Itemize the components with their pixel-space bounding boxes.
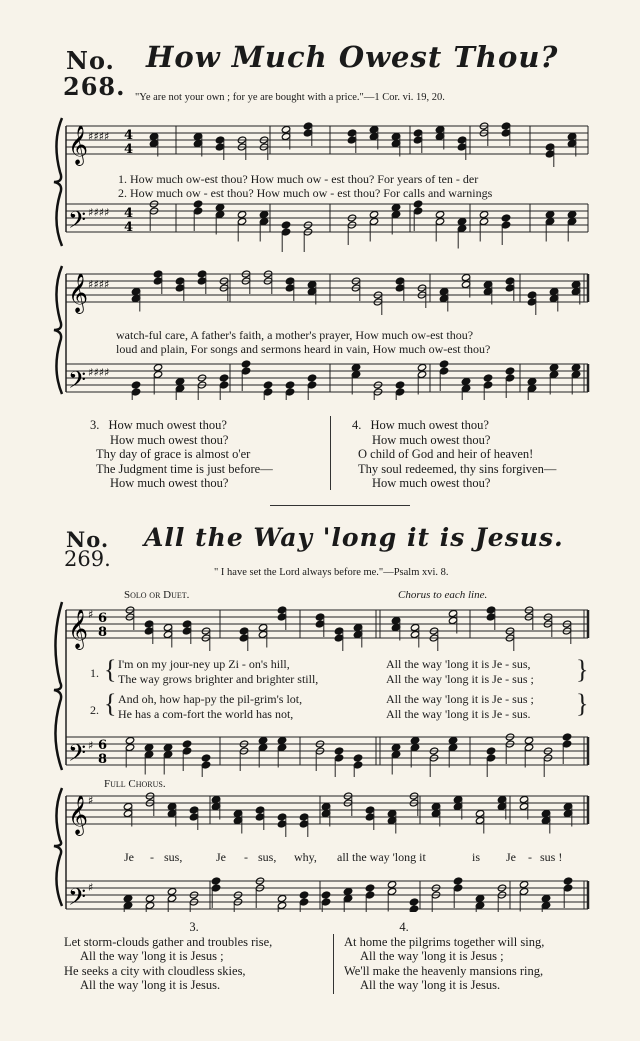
- brace-right: }: [576, 689, 589, 718]
- note-head: [391, 204, 400, 212]
- note-head: [448, 737, 457, 745]
- note-head: [387, 881, 396, 889]
- verse-line: All the way 'long it is Jesus ;: [360, 949, 504, 963]
- svg-text:𝄞: 𝄞: [68, 795, 89, 835]
- verse-line: How much owest thou?: [372, 476, 491, 490]
- note-head: [334, 747, 343, 755]
- solo-lyric: And oh, how hap-py the pil-grim's lot,: [118, 692, 303, 706]
- note-head: [395, 381, 404, 389]
- note-head: [365, 884, 374, 892]
- note-head: [571, 364, 580, 372]
- svg-text:𝄢: 𝄢: [68, 206, 87, 239]
- verse-line: At home the pilgrims together will sing,: [344, 934, 545, 949]
- hymn-number-label: No.: [66, 46, 115, 75]
- svg-text:♯: ♯: [88, 881, 94, 894]
- svg-text:♯♯♯♯: ♯♯♯♯: [88, 130, 110, 143]
- lyrics-verse1: watch-ful care, A father's faith, a mother's prayer, How much ow-est thou?: [116, 328, 474, 342]
- chorus-lyric: All the way 'long it is Je - sus ;: [386, 692, 534, 706]
- svg-text:8: 8: [98, 752, 108, 767]
- note-head: [410, 737, 419, 745]
- note-head: [175, 378, 184, 386]
- note-head: [413, 200, 422, 208]
- svg-text:4: 4: [124, 206, 134, 221]
- svg-text:♯♯♯♯: ♯♯♯♯: [88, 278, 110, 291]
- note-head: [409, 898, 418, 906]
- chorus-syllable: Je: [124, 850, 134, 864]
- svg-text:♯♯♯♯: ♯♯♯♯: [88, 366, 110, 379]
- epigraph: " I have set the Lord always before me."—Psalm xvi. 8.: [214, 567, 449, 578]
- chorus-syllable: sus,: [258, 850, 277, 864]
- note-head: [483, 374, 492, 382]
- verse-line: How much owest thou?: [108, 418, 227, 432]
- lyrics-verse2: loud and plain, For songs and sermons heard in vain, How much ow-est thou?: [116, 342, 491, 356]
- lyrics-verse2: 2. How much ow - est thou? How much ow - est thou? For calls and warnings: [118, 186, 493, 200]
- verse-3: [64, 920, 334, 993]
- note-head: [461, 378, 470, 386]
- verse-4: [344, 920, 614, 993]
- note-head: [201, 754, 210, 762]
- note-head: [211, 877, 220, 885]
- music-system: [50, 782, 595, 912]
- verse-number: 4.: [399, 920, 409, 934]
- chorus-syllable: -: [528, 850, 532, 864]
- note-head: [123, 895, 132, 903]
- svg-text:♯: ♯: [88, 739, 94, 752]
- verse-line: All the way 'long it is Jesus.: [80, 978, 221, 992]
- note-head: [479, 211, 488, 219]
- chorus-lyric: All the way 'long it is Je - sus,: [386, 657, 531, 671]
- svg-text:𝄞: 𝄞: [68, 125, 89, 165]
- note-head: [299, 891, 308, 899]
- note-head: [549, 364, 558, 372]
- lyrics-verse1: 1. How much ow-est thou? How much ow - est thou? For years of ten - der: [118, 172, 479, 186]
- chorus-syllable: is: [472, 850, 481, 864]
- brace-left: {: [104, 689, 117, 718]
- note-head: [277, 895, 286, 903]
- verse-line: Thy soul redeemed, thy sins forgiven—: [358, 461, 557, 476]
- note-head: [501, 214, 510, 222]
- note-head: [258, 737, 267, 745]
- verse-divider: [330, 416, 331, 490]
- hymn-title: How Much Owest Thou?: [146, 40, 559, 74]
- note-head: [277, 737, 286, 745]
- svg-text:𝄢: 𝄢: [68, 366, 87, 399]
- svg-text:𝄞: 𝄞: [68, 609, 89, 649]
- verse-number: 2.: [90, 703, 99, 717]
- note-head: [505, 367, 514, 375]
- verse-line: How much owest thou?: [110, 476, 229, 490]
- note-head: [182, 740, 191, 748]
- svg-text:𝄢: 𝄢: [68, 739, 87, 772]
- chorus-lyric: All the way 'long it is Je - sus ;: [386, 672, 534, 686]
- note-head: [281, 221, 290, 229]
- chorus-syllable: Je: [216, 850, 226, 864]
- svg-text:𝄞: 𝄞: [68, 273, 89, 313]
- note-head: [457, 218, 466, 226]
- verse-line: O child of God and heir of heaven!: [358, 447, 534, 461]
- note-head: [145, 895, 154, 903]
- note-head: [435, 211, 444, 219]
- verse-line: Thy day of grace is almost o'er: [96, 447, 251, 461]
- chorus-lyric: All the way 'long it is Je - sus.: [386, 707, 531, 721]
- verse-number: 1.: [90, 666, 99, 680]
- svg-text:4: 4: [124, 142, 134, 157]
- note-head: [285, 381, 294, 389]
- note-head: [391, 744, 400, 752]
- svg-text:4: 4: [124, 128, 134, 143]
- note-head: [167, 888, 176, 896]
- note-head: [541, 895, 550, 903]
- note-head: [351, 364, 360, 372]
- hymn-number-label: No.: [66, 527, 110, 552]
- note-head: [439, 360, 448, 368]
- svg-text:♯♯♯♯: ♯♯♯♯: [88, 206, 110, 219]
- full-chorus-label: Full Chorus.: [104, 778, 166, 790]
- note-head: [369, 211, 378, 219]
- verse-line: How much owest thou?: [370, 418, 489, 432]
- note-head: [263, 381, 272, 389]
- note-head: [219, 374, 228, 382]
- solo-lyric: I'm on my jour-ney up Zi - on's hill,: [118, 657, 290, 671]
- svg-text:♯: ♯: [88, 794, 94, 807]
- note-head: [417, 364, 426, 372]
- chorus-syllable: -: [150, 850, 154, 864]
- note-head: [215, 204, 224, 212]
- verse-line: How much owest thou?: [372, 432, 491, 447]
- chorus-label: Chorus to each line.: [398, 589, 488, 601]
- note-head: [563, 877, 572, 885]
- verse-line: All the way 'long it is Jesus ;: [80, 949, 224, 963]
- verse-line: He seeks a city with cloudless skies,: [64, 963, 246, 978]
- chorus-syllable: why,: [294, 850, 317, 864]
- note-head: [321, 891, 330, 899]
- note-head: [343, 888, 352, 896]
- verse-line: All the way 'long it is Jesus.: [360, 978, 501, 992]
- note-head: [486, 747, 495, 755]
- verse-line: We'll make the heavenly mansions ring,: [344, 963, 544, 978]
- note-head: [163, 744, 172, 752]
- note-head: [562, 733, 571, 741]
- note-head: [527, 378, 536, 386]
- verse-line: How much owest thou?: [110, 432, 229, 447]
- svg-text:6: 6: [98, 738, 108, 753]
- section-divider: [270, 505, 410, 506]
- verse-3: [90, 418, 320, 491]
- verse-number: 3.: [189, 920, 199, 934]
- note-head: [524, 737, 533, 745]
- verse-divider: [333, 934, 334, 994]
- verse-number: 3.: [90, 418, 100, 432]
- solo-lyric: He has a com-fort the world has not,: [118, 707, 294, 721]
- note-head: [353, 754, 362, 762]
- svg-text:𝄢: 𝄢: [68, 883, 87, 912]
- note-head: [125, 737, 134, 745]
- solo-lyric: The way grows brighter and brighter still,: [118, 672, 319, 686]
- brace-right: }: [576, 655, 589, 684]
- note-head: [475, 895, 484, 903]
- solo-label: Solo or Duet.: [124, 589, 190, 601]
- note-head: [519, 881, 528, 889]
- brace-left: {: [104, 655, 117, 684]
- note-head: [193, 200, 202, 208]
- svg-text:8: 8: [98, 625, 108, 640]
- chorus-syllable: Je: [506, 850, 516, 864]
- verse-4: [352, 418, 612, 491]
- svg-text:6: 6: [98, 611, 108, 626]
- note-head: [259, 211, 268, 219]
- chorus-syllable: -: [244, 850, 248, 864]
- epigraph: "Ye are not your own ; for ye are bought with a price."—1 Cor. vi. 19, 20.: [135, 92, 445, 103]
- chorus-syllable: sus,: [164, 850, 183, 864]
- note-head: [307, 374, 316, 382]
- verse-number: 4.: [352, 418, 362, 432]
- note-head: [237, 211, 246, 219]
- note-head: [131, 381, 140, 389]
- chorus-syllable: sus !: [540, 850, 563, 864]
- chorus-syllable: all the way 'long it: [337, 850, 426, 864]
- svg-text:♯: ♯: [88, 608, 94, 621]
- note-head: [241, 360, 250, 368]
- svg-text:4: 4: [124, 220, 134, 235]
- note-head: [453, 877, 462, 885]
- verse-line: The Judgment time is just before—: [96, 461, 273, 476]
- hymn-number: 268.: [63, 72, 126, 101]
- hymn-number: 269.: [64, 547, 111, 571]
- note-head: [545, 211, 554, 219]
- hymn-title: All the Way 'long it is Jesus.: [144, 523, 564, 552]
- verse-line: Let storm-clouds gather and troubles rise,: [64, 934, 273, 949]
- note-head: [144, 744, 153, 752]
- note-head: [153, 364, 162, 372]
- note-head: [567, 211, 576, 219]
